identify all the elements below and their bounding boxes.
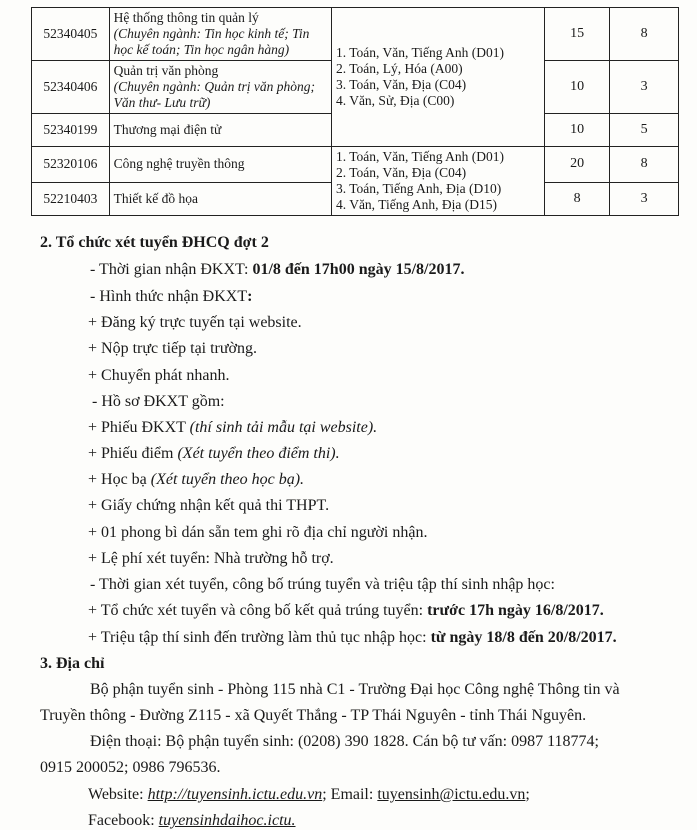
form-label: [90, 288, 252, 306]
table-row: [32, 147, 679, 183]
email-label: ; Email:: [322, 786, 378, 803]
email-link[interactable]: tuyensinh@ictu.edu.vn: [377, 786, 526, 803]
quota-value-2: 8: [610, 8, 679, 61]
subject-group: 4. Văn, Tiếng Anh, Địa (D15): [335, 197, 497, 212]
form-item: + Chuyển phát nhanh.: [88, 367, 230, 384]
facebook-link[interactable]: tuyensinhdaihoc.ictu.: [158, 812, 296, 829]
form-item: + Đăng ký trực tuyến tại website.: [88, 314, 302, 331]
receive-time-label: - Thời gian nhận ĐKXT:: [90, 261, 253, 278]
doc-item: [88, 445, 340, 463]
quota-value: 20: [545, 147, 610, 183]
subject-group: 4. Văn, Sử, Địa (C00): [335, 93, 455, 108]
subject-groups-b: [331, 147, 544, 216]
schedule-item-text: + Tổ chức xét tuyển và công bố kết quả trúng tuyển:: [88, 602, 428, 619]
doc-item-text: + Phiếu điểm: [88, 445, 178, 462]
quota-value: 15: [545, 8, 610, 61]
quota-value: 10: [545, 61, 610, 114]
subject-group: 3. Toán, Văn, Địa (C04): [335, 77, 467, 92]
docs-label: - Hồ sơ ĐKXT gồm:: [92, 393, 225, 410]
facebook-label: Facebook:: [88, 812, 159, 829]
major-name: Quản trị văn phòng: [113, 63, 219, 78]
quota-value-2: 8: [610, 147, 679, 183]
schedule-item-date: trước 17h ngày 16/8/2017.: [427, 602, 604, 619]
major-name-cell: [109, 61, 331, 114]
quota-value: 10: [545, 114, 610, 147]
subject-groups-a: [331, 8, 544, 147]
subject-group: 2. Toán, Văn, Địa (C04): [335, 165, 467, 180]
quota-value: 8: [545, 182, 610, 216]
major-note: (Chuyên ngành: Tin học kinh tế; Tin học kế toán; Tin học ngân hàng): [113, 26, 310, 57]
subject-group: 1. Toán, Văn, Tiếng Anh (D01): [335, 45, 505, 60]
email-end: ;: [525, 786, 530, 803]
form-label-colon: :: [247, 288, 253, 305]
major-code: 52340199: [32, 114, 110, 147]
major-code: 52340405: [32, 8, 110, 61]
form-item: + Nộp trực tiếp tại trường.: [88, 340, 258, 357]
section-3-heading: 3. Địa chỉ: [40, 655, 105, 672]
schedule-item-date: từ ngày 18/8 đến 20/8/2017.: [430, 629, 617, 646]
schedule-item: [88, 602, 604, 620]
major-name-cell: [109, 8, 331, 61]
contact-line: [88, 786, 530, 804]
subject-group: 1. Toán, Văn, Tiếng Anh (D01): [335, 149, 505, 164]
major-code: 52340406: [32, 61, 110, 114]
quota-value-2: 3: [610, 182, 679, 216]
subject-group: 3. Toán, Tiếng Anh, Địa (D10): [335, 181, 502, 196]
major-name: Thiết kế đồ họa: [109, 182, 331, 216]
phone-line: Điện thoại: Bộ phận tuyển sinh: (0208) 390 1828. Cán bộ tư vấn: 0987 118774;: [90, 733, 599, 750]
doc-item: + Lệ phí xét tuyển: Nhà trường hỗ trợ.: [88, 550, 334, 567]
doc-item: + 01 phong bì dán sẵn tem ghi rõ địa chỉ người nhận.: [88, 524, 428, 541]
address-line: Bộ phận tuyển sinh - Phòng 115 nhà C1 - Trường Đại học Công nghệ Thông tin và: [90, 681, 620, 698]
doc-item-note: (thí sinh tải mẫu tại website).: [189, 419, 378, 436]
doc-item-note: (Xét tuyển theo học bạ).: [150, 471, 305, 488]
doc-item: + Giấy chứng nhận kết quả thi THPT.: [88, 497, 330, 514]
section-2-heading: 2. Tổ chức xét tuyển ĐHCQ đợt 2: [40, 234, 269, 251]
doc-item-text: + Phiếu ĐKXT: [88, 419, 190, 436]
receive-time-value: 01/8 đến 17h00 ngày 15/8/2017.: [252, 261, 465, 278]
doc-item: [88, 471, 304, 489]
major-note: (Chuyên ngành: Quản trị văn phòng; Văn thư- Lưu trữ): [113, 79, 316, 110]
form-label-text: - Hình thức nhận ĐKXT: [90, 288, 248, 305]
schedule-item: [88, 629, 617, 647]
receive-time: [90, 261, 464, 279]
quota-value-2: 3: [610, 61, 679, 114]
doc-item-note: (Xét tuyển theo điểm thi).: [177, 445, 340, 462]
website-link[interactable]: http://tuyensinh.ictu.edu.vn: [147, 786, 323, 803]
doc-item: [88, 419, 377, 437]
website-label: Website:: [88, 786, 148, 803]
doc-item-text: + Học bạ: [88, 471, 151, 488]
major-name: Hệ thống thông tin quản lý: [113, 10, 259, 25]
table-row: [32, 8, 679, 61]
major-name: Thương mại điện tử: [109, 114, 331, 147]
phone-line: 0915 200052; 0986 796536.: [40, 759, 221, 776]
major-code: 52210403: [32, 182, 110, 216]
schedule-item-text: + Triệu tập thí sinh đến trường làm thủ tục nhập học:: [88, 629, 431, 646]
subject-group: 2. Toán, Lý, Hóa (A00): [335, 61, 463, 76]
admission-table: [31, 7, 679, 216]
major-code: 52320106: [32, 147, 110, 183]
schedule-label: - Thời gian xét tuyển, công bố trúng tuyển và triệu tập thí sinh nhập học:: [90, 576, 555, 593]
major-name: Công nghệ truyền thông: [109, 147, 331, 183]
address-line: Truyền thông - Đường Z115 - xã Quyết Thắng - TP Thái Nguyên - tỉnh Thái Nguyên.: [40, 707, 587, 724]
quota-value-2: 5: [610, 114, 679, 147]
